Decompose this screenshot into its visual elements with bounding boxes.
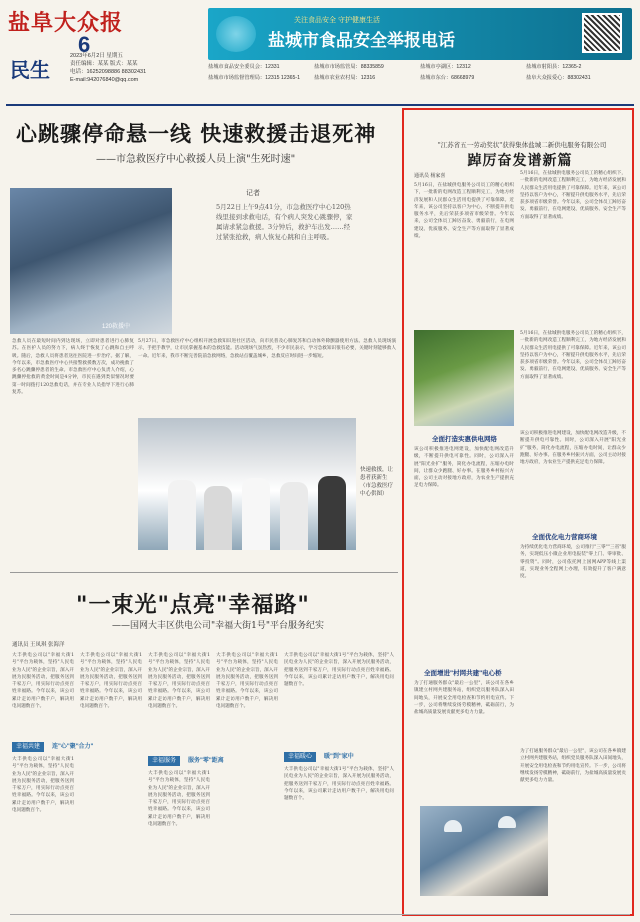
article3-photo-workers xyxy=(420,806,548,896)
hotline-item: 盐城市亭湖区：12312 xyxy=(420,64,471,70)
header-rule xyxy=(6,104,634,106)
footer-rule xyxy=(10,914,630,915)
article1-lead-box xyxy=(176,188,396,308)
article2-section-title: 连"心"聚"合力" xyxy=(52,744,94,750)
issue-line: E-mail:942076840@qq.com xyxy=(70,77,139,83)
page-number: 6 xyxy=(78,32,91,57)
article3-body-a2: 5月16日，在盐城供电服务公司员工的精心组织下，一批新的电网改造工程顺利完工，为地方经济发展和人民群众生活用电提供了可靠保障。近年来，该公司坚持以客户为中心，不断提升供电服务水平，先后荣获多项省市级荣誉。今年以来，公司全体员工踔厉奋发、勇毅前行，在电网建设、优质服务、安全生产等方面取得了显著成绩。 xyxy=(520,171,626,220)
article1-photo2-caption: 快速救援，让患者获新生（市急救医疗中心供图） xyxy=(360,467,394,497)
hotline-item: 盐城市东台：68668979 xyxy=(420,75,475,81)
issue-line: 2023年6月2日 星期五 xyxy=(70,53,123,59)
section-title: 民生 xyxy=(10,58,50,82)
newspaper-logo: 盐阜大众报 xyxy=(8,10,124,36)
section-divider xyxy=(10,572,398,573)
issue-info xyxy=(70,52,210,84)
hotline-item: 盐城市市场监管局：88335859 xyxy=(314,64,384,70)
article2-section-title: 暖"到"家中 xyxy=(324,754,354,760)
article2-body-col5: 大丰供电公司以"幸福大街1号"平台为载体，坚持"人民电业为人民"的企业宗旨，深入开展为民服务活动，把服务送到千家万户，用实际行动点亮百姓幸福路。今年以来，该公司累计走访用户数千户，解决用电问题数百个。 xyxy=(284,653,394,688)
article2-subhead: ——国网大丰区供电公司"幸福大街1号"平台服务纪实 xyxy=(112,621,325,631)
banner-title: 盐城市食品安全举报电话 xyxy=(268,31,455,50)
masthead xyxy=(8,6,204,104)
article2-body-col2: 大丰供电公司以"幸福大街1号"平台为载体，坚持"人民电业为人民"的企业宗旨，深入开展为民服务活动，把服务送到千家万户，用实际行动点亮百姓幸福路。今年以来，该公司累计走访用户数千户，解决用电问题数百个。 xyxy=(80,653,142,710)
article3-headline: 踔厉奋发谱新篇 xyxy=(467,153,573,169)
article1-lead: 5月22日上午9点41分，市急救医疗中心120热线里接到求救电话，有个病人突发心跳骤停，家属请求紧急救援。3分钟后，救护车出发……经过紧张抢救，病人恢复心跳和自主呼吸。 xyxy=(216,203,353,241)
article3-body-d: 为了打通服务群众"最后一公里"，该公司在各乡镇建立村网共建服务站，组织党员服务队深入田间地头，开展安全用电检查和节约用电宣传。下一步，公司将继续发扬劳模精神，砥砺前行，为盐城高质量发展贡献更多电力力量。 xyxy=(414,681,514,716)
article3-body-d2: 为了打通服务群众"最后一公里"，该公司在各乡镇建立村网共建服务站，组织党员服务队深入田间地头，开展安全用电检查和节约用电宣传。下一步，公司将继续发扬劳模精神，砥砺前行，为盐城高质量发展贡献更多电力力量。 xyxy=(520,749,626,784)
hotline-item: 盐城市食品安全委员会：12331 xyxy=(208,64,280,70)
article1-headline: 心跳骤停命悬一线 快速救援击退死神 xyxy=(16,121,377,146)
hotline-item: 盐城市市场监督管理局：12315 12365-1 xyxy=(208,75,300,81)
article1-body-b: 5月27日，市急救医疗中心组织开展急救知识进社区活动，向市民普及心肺复苏和自动体外除颤器使用方法。急救人员现场演示，手把手教学，让市民掌握基本的急救技能。活动现场气氛热烈，不少市民表示，学习急救知识很有必要，关键时刻能够救人一命。近年来，我市不断完善院前急救网络，急救站点覆盖城乡，急救反应时间进一步缩短。 xyxy=(138,339,396,359)
article3-section-heading: 全面增进"村网共建"电心桥 xyxy=(424,670,502,677)
food-safety-banner xyxy=(208,8,632,60)
issue-line: 电话：16252098886 88302431 xyxy=(70,69,147,75)
article2-body-col3: 大丰供电公司以"幸福大街1号"平台为载体，坚持"人民电业为人民"的企业宗旨，深入开展为民服务活动，把服务送到千家万户，用实际行动点亮百姓幸福路。今年以来，该公司累计走访用户数千户，解决用电问题数百个。 xyxy=(148,653,210,710)
hotline-item: 盐城市农业农村局：12316 xyxy=(314,75,376,81)
article2-section-tag: 幸福共建 xyxy=(12,742,44,752)
article2-body-col1: 大丰供电公司以"幸福大街1号"平台为载体，坚持"人民电业为人民"的企业宗旨，深入开展为民服务活动，把服务送到千家万户，用实际行动点亮百姓幸福路。今年以来，该公司累计走访用户数千户，解决用电问题数百个。 xyxy=(12,653,74,710)
article2-section-tag: 幸福服务 xyxy=(148,756,180,766)
hotline-item: 盐阜大众报爱心：88302431 xyxy=(526,75,591,81)
article3-body-b: 该公司积极推进电网建设，加快配电网改造升级，不断提升供电可靠性。同时，公司深入开展"阳光业扩"服务，简化办电流程，压缩办电时间，让群众少跑腿、好办事。在服务乡村振兴方面，公司主动对接地方政府，为农业生产提供充足电力保障。 xyxy=(414,447,514,489)
article3-photo-substation xyxy=(414,330,514,426)
helmet-icon xyxy=(498,816,516,828)
article3-byline: 通讯员 杨家喜 xyxy=(414,173,446,179)
banner-decoration-icon xyxy=(216,16,256,52)
article2-body-col1b: 大丰供电公司以"幸福大街1号"平台为载体，坚持"人民电业为人民"的企业宗旨，深入开展为民服务活动，把服务送到千家万户，用实际行动点亮百姓幸福路。今年以来，该公司累计走访用户数千户，解决用电问题数百个。 xyxy=(12,757,74,814)
article1-photo-caption: 120救援中 xyxy=(102,324,131,330)
article2-byline: 通讯员 王凤琪 张海洋 xyxy=(12,642,65,648)
person-figure xyxy=(242,478,270,550)
article3-body-b2: 该公司积极推进电网建设，加快配电网改造升级，不断提升供电可靠性。同时，公司深入开展"阳光业扩"服务，简化办电流程，压缩办电时间，让群众少跑腿、好办事。在服务乡村振兴方面，公司主动对接地方政府，为农业生产提供充足电力保障。 xyxy=(520,431,626,466)
person-figure xyxy=(280,482,308,550)
article1-reporter-tag: 记者 xyxy=(246,190,260,197)
person-figure xyxy=(168,480,196,550)
article1-photo xyxy=(10,188,172,334)
hotline-list xyxy=(208,62,632,84)
banner-subtitle: 关注食品安全 守护健康生活 xyxy=(294,17,380,24)
article2-headline: "一束光"点亮"幸福路" xyxy=(76,592,310,618)
qr-code-icon xyxy=(582,13,622,53)
article2-body-col5b: 大丰供电公司以"幸福大街1号"平台为载体，坚持"人民电业为人民"的企业宗旨，深入开展为民服务活动，把服务送到千家万户，用实际行动点亮百姓幸福路。今年以来，该公司累计走访用户数千户，解决用电问题数百个。 xyxy=(284,767,394,802)
article3-section-heading: 全面优化电力营商环境 xyxy=(532,534,597,541)
article1-body-a: 急救人员在最短时间内到达现场，立即对患者进行心肺复苏。在医护人员的努力下，病人终于恢复了心跳和自主呼吸。随后，急救人员将患者送往医院进一步治疗。据了解，今年以来，市急救医疗中心共接警救援数万次，成功挽救了多名心跳骤停患者的生命。市急救医疗中心负责人介绍，心跳骤停抢救的黄金时间是4分钟，市民在遇到类似情况时要第一时间拨打120急救电话，并在专业人员指导下进行心肺复苏。 xyxy=(12,339,134,396)
hotline-item: 盐城市射阳县：12365-2 xyxy=(526,64,582,70)
article1-subhead: ——市急救医疗中心救援人员上演"生死时速" xyxy=(96,154,296,165)
article3-section-heading: 全面打造实惠供电网络 xyxy=(432,436,497,443)
article2-section-title: 服务"零"距离 xyxy=(188,758,224,764)
article1-group-photo xyxy=(138,418,356,550)
issue-line: 责任编辑：某某 版式：某某 xyxy=(70,61,138,67)
article3-body-a: 5月16日，在盐城供电服务公司员工的精心组织下，一批新的电网改造工程顺利完工，为地方经济发展和人民群众生活用电提供了可靠保障。近年来，该公司坚持以客户为中心，不断提升供电服务水平，先后荣获多项省市级荣誉。今年以来，公司全体员工踔厉奋发、勇毅前行，在电网建设、优质服务、安全生产等方面取得了显著成绩。 xyxy=(414,183,514,240)
article3-body-c: 为持续优化电力营商环境，公司推行"三零""三省"服务，实现低压小微企业用电报装"零上门、零审批、零投资"。同时，公司依托网上国网APP等线上渠道，实现业务全程网上办理，有效提升了客户满意度。 xyxy=(520,545,626,580)
article2-body-col4: 大丰供电公司以"幸福大街1号"平台为载体，坚持"人民电业为人民"的企业宗旨，深入开展为民服务活动，把服务送到千家万户，用实际行动点亮百姓幸福路。今年以来，该公司累计走访用户数千户，解决用电问题数百个。 xyxy=(216,653,278,710)
article3-body-a3: 5月16日，在盐城供电服务公司员工的精心组织下，一批新的电网改造工程顺利完工，为地方经济发展和人民群众生活用电提供了可靠保障。近年来，该公司坚持以客户为中心，不断提升供电服务水平，先后荣获多项省市级荣誉。今年以来，公司全体员工踔厉奋发、勇毅前行，在电网建设、优质服务、安全生产等方面取得了显著成绩。 xyxy=(520,331,626,380)
person-figure xyxy=(318,476,346,550)
article3-kicker: "江苏省五一劳动奖状"获得集体盐城二新供电服务有限公司 xyxy=(437,141,607,149)
article2-section-tag: 幸福暖心 xyxy=(284,752,316,762)
helmet-icon xyxy=(444,820,462,832)
person-figure xyxy=(204,486,232,550)
article2-body-col3b: 大丰供电公司以"幸福大街1号"平台为载体，坚持"人民电业为人民"的企业宗旨，深入开展为民服务活动，把服务送到千家万户，用实际行动点亮百姓幸福路。今年以来，该公司累计走访用户数千户，解决用电问题数百个。 xyxy=(148,771,210,828)
